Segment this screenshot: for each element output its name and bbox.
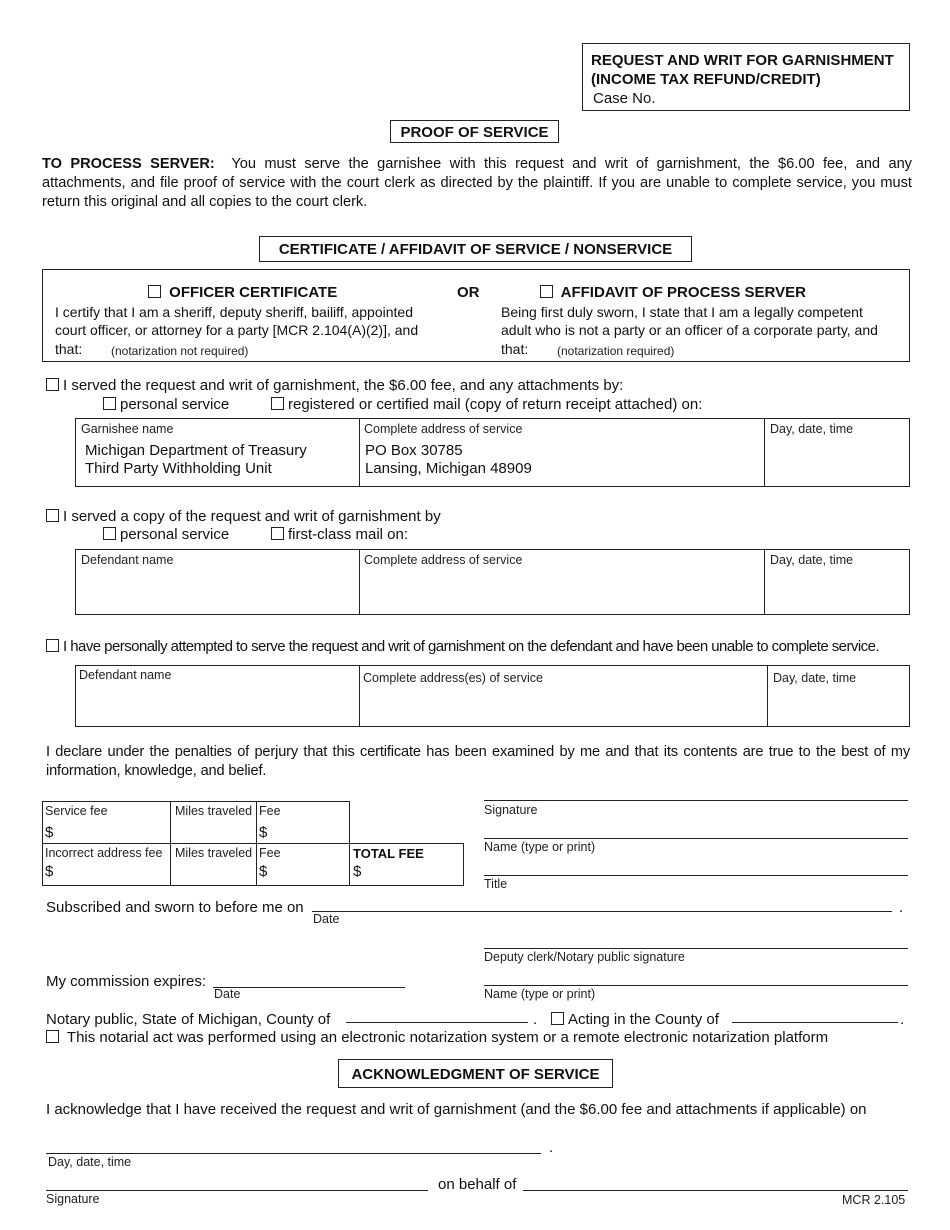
notary-county-text: Notary public, State of Michigan, County of xyxy=(46,1011,331,1028)
signature-label: Signature xyxy=(484,803,538,817)
incorrect-address-fee-label: Incorrect address fee xyxy=(45,846,163,860)
to-process-server-label: TO PROCESS SERVER: xyxy=(42,156,215,172)
s2-defendant-name-header: Defendant name xyxy=(81,553,174,567)
s3-defendant-name-header: Defendant name xyxy=(79,668,172,682)
notary-county-line[interactable] xyxy=(346,1022,528,1023)
title-line[interactable] xyxy=(484,875,908,876)
garnishee-datetime-header: Day, date, time xyxy=(770,422,854,436)
attempted-service-option[interactable] xyxy=(46,638,879,655)
miles-traveled-label-2: Miles traveled xyxy=(175,846,253,860)
s2-address-field[interactable] xyxy=(362,570,762,612)
officer-certificate-title: OFFICER CERTIFICATE xyxy=(169,284,338,301)
perjury-declaration: I declare under the penalties of perjury that this certificate has been examined by me and that its contents are true to the best of my information, knowledge, and belief. xyxy=(46,744,910,779)
s2-address-header: Complete address of service xyxy=(364,553,523,567)
acknowledgment-heading: ACKNOWLEDGMENT OF SERVICE xyxy=(351,1066,600,1083)
s2-first-class-mail-checkbox[interactable] xyxy=(271,527,284,540)
process-server-instructions xyxy=(42,155,912,212)
affidavit-that: that: xyxy=(501,341,529,357)
affidavit-checkbox[interactable] xyxy=(540,285,553,298)
on-behalf-of-label: on behalf of xyxy=(438,1176,517,1193)
notary-name-line[interactable] xyxy=(484,985,908,986)
or-label: OR xyxy=(457,284,480,301)
acting-county-checkbox[interactable] xyxy=(551,1012,564,1025)
s1-personal-service-option[interactable] xyxy=(103,396,229,413)
fee-label: Fee xyxy=(259,804,281,818)
ack-datetime-label: Day, date, time xyxy=(48,1155,132,1169)
affidavit-text-line1: Being first duly sworn, I state that I am a legally competent xyxy=(501,304,863,320)
s1-personal-service-label: personal service xyxy=(120,396,230,413)
ack-signature-label: Signature xyxy=(46,1192,100,1206)
ack-datetime-period: . xyxy=(549,1139,554,1156)
fee-table-top xyxy=(42,801,350,844)
officer-text-line1: I certify that I am a sheriff, deputy sheriff, bailiff, appointed xyxy=(55,304,413,320)
defendant-service-table xyxy=(75,549,910,615)
garnishee-name-line2: Third Party Withholding Unit xyxy=(85,460,272,477)
s2-datetime-header: Day, date, time xyxy=(770,553,854,567)
service-fee-label: Service fee xyxy=(45,804,108,818)
s2-personal-service-option[interactable] xyxy=(103,526,229,543)
acknowledgment-heading-box xyxy=(338,1059,613,1088)
s3-defendant-name-field[interactable] xyxy=(78,688,356,724)
header-box xyxy=(582,43,910,111)
notary-name-label: Name (type or print) xyxy=(484,987,596,1001)
deputy-signature-label: Deputy clerk/Notary public signature xyxy=(484,950,685,964)
service-fee-dollar: $ xyxy=(45,824,54,841)
electronic-notarization-option[interactable] xyxy=(46,1029,828,1046)
officer-that: that: xyxy=(55,341,83,357)
fee-label-2: Fee xyxy=(259,846,281,860)
served-garnishee-option[interactable] xyxy=(46,377,623,394)
ack-datetime-line[interactable] xyxy=(46,1153,541,1154)
s1-mail-checkbox[interactable] xyxy=(271,397,284,410)
officer-note: (notarization not required) xyxy=(111,344,249,358)
s2-personal-service-checkbox[interactable] xyxy=(103,527,116,540)
affidavit-title: AFFIDAVIT OF PROCESS SERVER xyxy=(560,284,806,301)
attempted-service-table xyxy=(75,665,910,727)
s1-mail-option[interactable] xyxy=(271,396,702,413)
subscribed-date-line[interactable] xyxy=(312,911,892,912)
officer-text-line2: court officer, or attorney for a party [MCR 2.104(A)(2)], and xyxy=(55,322,419,338)
acting-county-line[interactable] xyxy=(732,1022,898,1023)
electronic-notarization-checkbox[interactable] xyxy=(46,1030,59,1043)
s3-datetime-header: Day, date, time xyxy=(773,671,857,685)
affidavit-text-line2: adult who is not a party or an officer of a corporate party, and xyxy=(501,322,878,338)
total-fee-dollar: $ xyxy=(353,863,362,880)
fee-table-bottom xyxy=(42,843,464,886)
acting-county-option[interactable] xyxy=(551,1011,719,1028)
s3-address-field[interactable] xyxy=(362,688,765,724)
fee-dollar: $ xyxy=(259,824,268,841)
certificate-heading-box xyxy=(259,236,692,262)
on-behalf-of-line[interactable] xyxy=(523,1190,908,1191)
garnishee-datetime-field[interactable] xyxy=(766,439,906,483)
s2-first-class-mail-label: first-class mail on: xyxy=(288,526,409,543)
s1-mail-label: registered or certified mail (copy of return receipt attached) on: xyxy=(288,396,703,413)
subscribed-period: . xyxy=(899,899,904,916)
form-title-line2: (INCOME TAX REFUND/CREDIT) xyxy=(591,71,821,88)
signature-line[interactable] xyxy=(484,800,908,801)
form-title-line1: REQUEST AND WRIT FOR GARNISHMENT xyxy=(591,52,894,69)
miles-traveled-label: Miles traveled xyxy=(175,804,253,818)
garnishee-name-line1: Michigan Department of Treasury xyxy=(85,442,307,459)
attempted-service-checkbox[interactable] xyxy=(46,639,59,652)
to-process-server-text: You must serve the garnishee with this request and writ of garnishment, the $6.00 fee, and any attachments, and file proof of service with the court clerk as directed by the plaintiff. If you are unable to complete service, you must return this original and all copies to the court clerk. xyxy=(42,156,912,210)
commission-date-label: Date xyxy=(214,987,241,1001)
garnishee-address-header: Complete address of service xyxy=(364,422,523,436)
garnishee-name-header: Garnishee name xyxy=(81,422,174,436)
s1-personal-service-checkbox[interactable] xyxy=(103,397,116,410)
s3-datetime-field[interactable] xyxy=(769,688,907,724)
name-label: Name (type or print) xyxy=(484,840,596,854)
s3-address-header: Complete address(es) of service xyxy=(363,671,543,685)
served-garnishee-checkbox[interactable] xyxy=(46,378,59,391)
commission-expires-text: My commission expires: xyxy=(46,973,207,990)
acting-county-period: . xyxy=(900,1011,905,1028)
garnishee-table xyxy=(75,418,910,487)
served-garnishee-text: I served the request and writ of garnishment, the $6.00 fee, and any attachments by: xyxy=(63,377,624,394)
ack-signature-line[interactable] xyxy=(46,1190,428,1191)
electronic-notarization-label: This notarial act was performed using an electronic notarization system or a remote electronic notarization platform xyxy=(66,1029,829,1046)
officer-certificate-checkbox[interactable] xyxy=(148,285,161,298)
form-number: MCR 2.105 xyxy=(842,1193,906,1207)
s2-personal-service-label: personal service xyxy=(120,526,230,543)
incorrect-address-fee-dollar: $ xyxy=(45,863,54,880)
certificate-box xyxy=(42,269,910,362)
commission-date-line[interactable] xyxy=(213,987,405,988)
subscribed-text: Subscribed and sworn to before me on xyxy=(46,899,304,916)
garnishee-address-line1: PO Box 30785 xyxy=(365,442,463,459)
certificate-heading: CERTIFICATE / AFFIDAVIT OF SERVICE / NONSERVICE xyxy=(278,241,673,258)
served-copy-text: I served a copy of the request and writ of garnishment by xyxy=(63,508,441,525)
subscribed-date-label: Date xyxy=(313,912,340,926)
acting-county-label: Acting in the County of xyxy=(568,1011,719,1028)
proof-of-service-heading-box xyxy=(390,120,559,143)
s2-datetime-field[interactable] xyxy=(766,570,906,612)
deputy-signature-line[interactable] xyxy=(484,948,908,949)
title-label: Title xyxy=(484,877,508,891)
attempted-service-text: I have personally attempted to serve the request and writ of garnishment on the defendant and have been unable to complete service. xyxy=(63,638,880,655)
garnishee-address-line2: Lansing, Michigan 48909 xyxy=(365,460,532,477)
notary-county-period: . xyxy=(533,1011,538,1028)
affidavit-note: (notarization required) xyxy=(557,344,675,358)
s2-first-class-mail-option[interactable] xyxy=(271,526,408,543)
case-no-label: Case No. xyxy=(593,90,656,107)
s2-defendant-name-field[interactable] xyxy=(78,570,356,612)
acknowledgment-text: I acknowledge that I have received the request and writ of garnishment (and the $6.00 fee and attachments if applicable) on xyxy=(46,1101,867,1118)
served-copy-checkbox[interactable] xyxy=(46,509,59,522)
total-fee-label: TOTAL FEE xyxy=(353,846,424,861)
officer-certificate-option[interactable] xyxy=(148,284,337,301)
affidavit-option[interactable] xyxy=(540,284,806,301)
served-copy-option[interactable] xyxy=(46,508,441,525)
name-line[interactable] xyxy=(484,838,908,839)
proof-of-service-heading: PROOF OF SERVICE xyxy=(400,124,549,141)
fee-dollar-2: $ xyxy=(259,863,268,880)
